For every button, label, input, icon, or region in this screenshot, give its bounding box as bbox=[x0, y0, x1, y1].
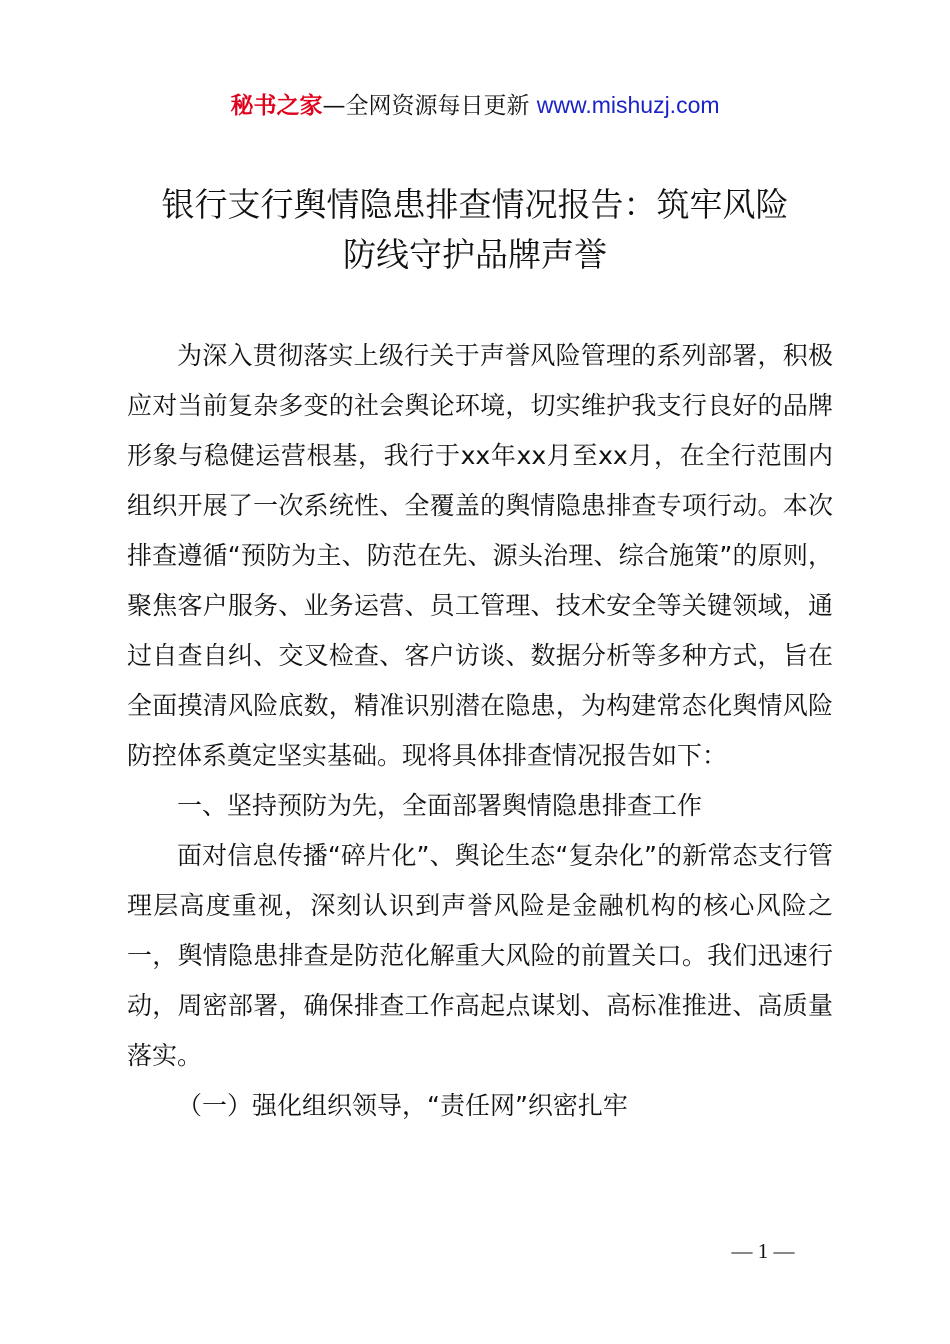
subsection-heading-1: （一）强化组织领导，“责任网”织密扎牢 bbox=[177, 1091, 628, 1120]
document-title bbox=[100, 180, 850, 280]
document-title-line-1: 银行支行舆情隐患排查情况报告：筑牢风险 bbox=[161, 185, 789, 224]
site-header bbox=[0, 88, 950, 123]
section-heading-1: 一、坚持预防为先，全面部署舆情隐患排查工作 bbox=[177, 791, 703, 820]
page-number: — 1 — bbox=[731, 1239, 795, 1263]
site-brand: 秘书之家 bbox=[230, 93, 323, 119]
document-body bbox=[127, 331, 833, 1131]
section-paragraph-1: 面对信息传播“碎片化”、舆论生态“复杂化”的新常态支行管理层高度重视，深刻认识到声誉风险是金融机构的核心风险之一，舆情隐患排查是防范化解重大风险的前置关口。我们迅速行动，周密部署，确保排查工作高起点谋划、高标准推进、高质量落实。 bbox=[127, 841, 833, 1070]
intro-paragraph: 为深入贯彻落实上级行关于声誉风险管理的系列部署，积极应对当前复杂多变的社会舆论环境，切实维护我支行良好的品牌形象与稳健运营根基，我行于xx年xx月至xx月，在全行范围内组织开展了一次系统性、全覆盖的舆情隐患排查专项行动。本次排查遵循“预防为主、防范在先、源头治理、综合施策”的原则，聚焦客户服务、业务运营、员工管理、技术安全等关键领域，通过自查自纠、交叉检查、客户访谈、数据分析等多种方式，旨在全面摸清风险底数，精准识别潜在隐患，为构建常态化舆情风险防控体系奠定坚实基础。现将具体排查情况报告如下： bbox=[127, 341, 833, 770]
document-title-line-2: 防线守护品牌声誉 bbox=[343, 235, 607, 274]
site-url-link[interactable]: www.mishuzj.com bbox=[536, 92, 720, 118]
site-tagline: —全网资源每日更新 bbox=[322, 93, 537, 119]
